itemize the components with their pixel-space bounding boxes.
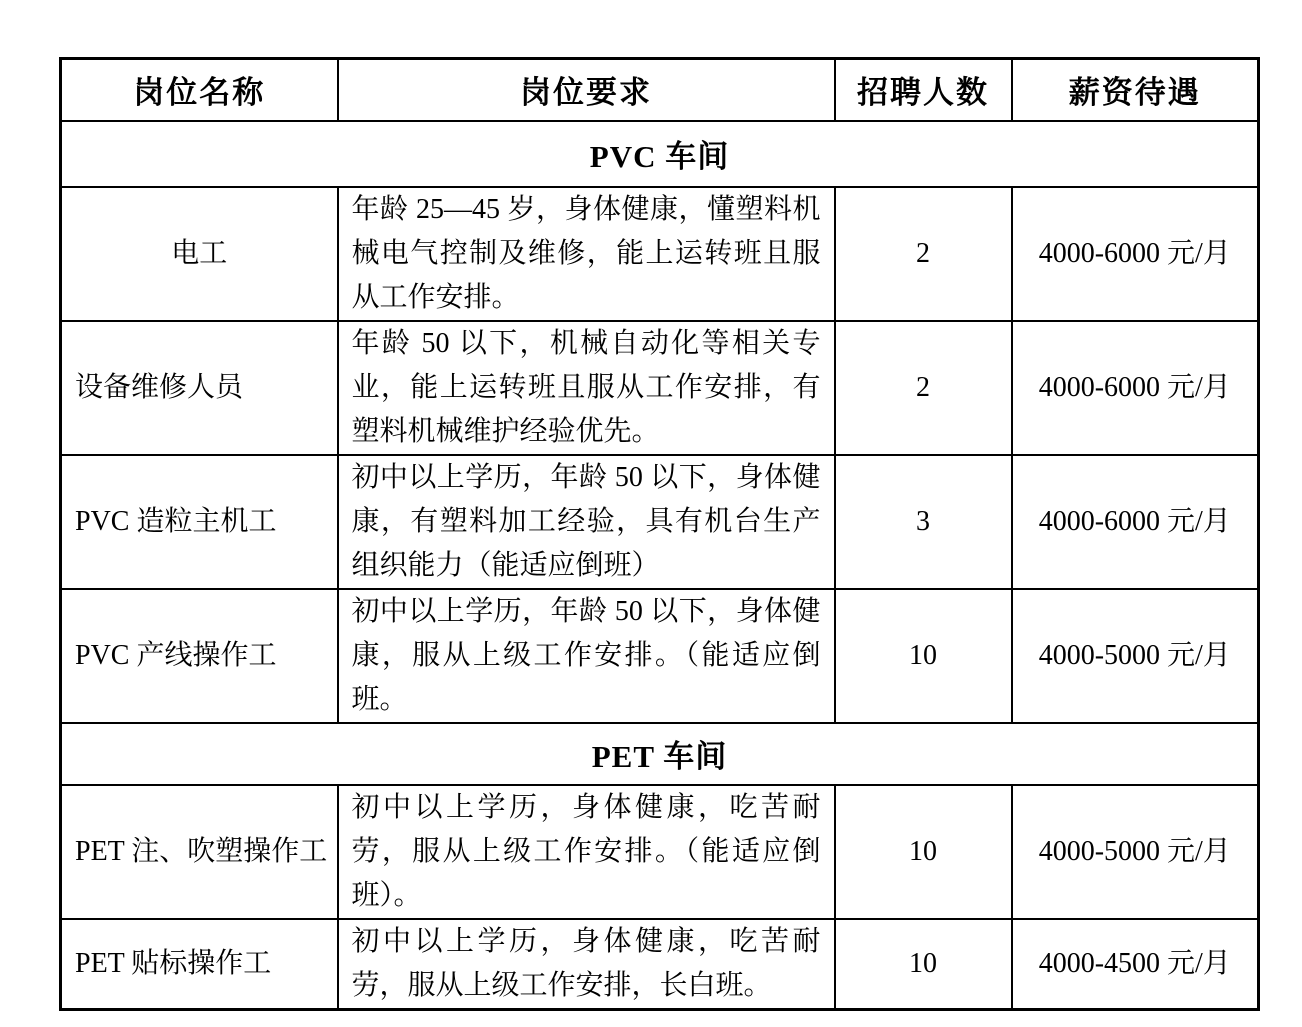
table-header-row	[61, 59, 1259, 121]
table-row-equipment-maintenance	[61, 321, 1259, 455]
section-row-pet-workshop	[61, 723, 1259, 785]
header-position-requirements: 岗位要求	[338, 59, 835, 121]
header-headcount: 招聘人数	[835, 59, 1012, 121]
table-row-pvc-line-operator	[61, 589, 1259, 723]
job-salary-cell: 4000-6000 元/月	[1012, 321, 1259, 455]
job-name-cell: PET 贴标操作工	[61, 919, 338, 1010]
job-salary-cell: 4000-4500 元/月	[1012, 919, 1259, 1010]
job-requirements-cell: 初中以上学历，身体健康，吃苦耐劳，服从上级工作安排，长白班。	[338, 919, 835, 1010]
job-headcount-cell: 2	[835, 187, 1012, 321]
job-salary-cell: 4000-6000 元/月	[1012, 455, 1259, 589]
job-salary-cell: 4000-6000 元/月	[1012, 187, 1259, 321]
job-name-cell: PVC 造粒主机工	[61, 455, 338, 589]
job-name-cell: 设备维修人员	[61, 321, 338, 455]
job-name-cell: PET 注、吹塑操作工	[61, 785, 338, 919]
section-title-pet: PET 车间	[61, 723, 1259, 785]
table-row-electrician	[61, 187, 1259, 321]
section-title-pvc: PVC 车间	[61, 121, 1259, 187]
job-name-cell: PVC 产线操作工	[61, 589, 338, 723]
header-position-name: 岗位名称	[61, 59, 338, 121]
recruitment-table	[59, 57, 1260, 1011]
table-row-pet-injection-blow-molding-operator	[61, 785, 1259, 919]
job-headcount-cell: 3	[835, 455, 1012, 589]
job-headcount-cell: 10	[835, 785, 1012, 919]
job-salary-cell: 4000-5000 元/月	[1012, 589, 1259, 723]
job-name-cell: 电工	[61, 187, 338, 321]
job-headcount-cell: 10	[835, 919, 1012, 1010]
job-requirements-cell: 初中以上学历，身体健康，吃苦耐劳，服从上级工作安排。（能适应倒班）。	[338, 785, 835, 919]
table-row-pvc-granulation-operator	[61, 455, 1259, 589]
section-row-pvc-workshop	[61, 121, 1259, 187]
job-requirements-cell: 初中以上学历，年龄 50 以下，身体健康，服从上级工作安排。（能适应倒班。	[338, 589, 835, 723]
table-row-pet-labeling-operator	[61, 919, 1259, 1010]
job-requirements-cell: 年龄 25—45 岁，身体健康，懂塑料机械电气控制及维修，能上运转班且服从工作安排。	[338, 187, 835, 321]
job-headcount-cell: 10	[835, 589, 1012, 723]
job-requirements-cell: 初中以上学历，年龄 50 以下，身体健康，有塑料加工经验，具有机台生产组织能力（能适应倒班）	[338, 455, 835, 589]
job-salary-cell: 4000-5000 元/月	[1012, 785, 1259, 919]
header-salary: 薪资待遇	[1012, 59, 1259, 121]
job-headcount-cell: 2	[835, 321, 1012, 455]
job-requirements-cell: 年龄 50 以下，机械自动化等相关专业，能上运转班且服从工作安排，有塑料机械维护经验优先。	[338, 321, 835, 455]
